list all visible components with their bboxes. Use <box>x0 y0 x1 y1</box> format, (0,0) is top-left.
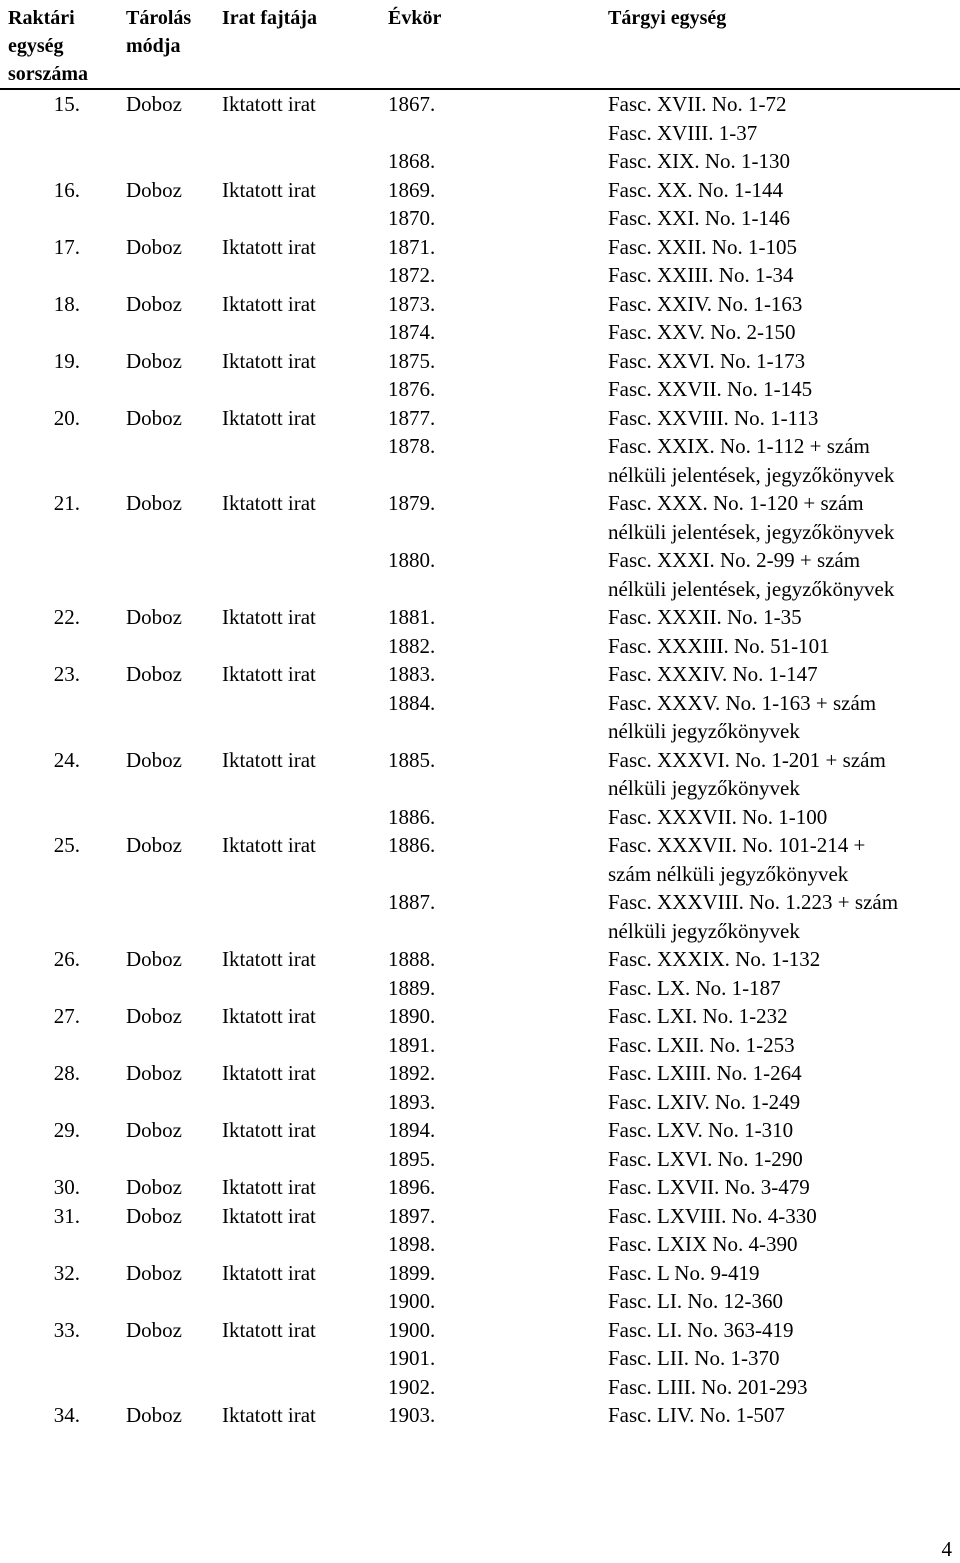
table-row <box>0 404 960 433</box>
targyi-egyseg-line: Fasc. XVIII. 1-37 <box>608 120 758 145</box>
raktari-sorszam: 17. <box>53 234 80 259</box>
evkor: 1870. <box>388 206 436 230</box>
targyi-egyseg-line: Fasc. LIV. No. 1-507 <box>608 1403 785 1427</box>
targyi-egyseg <box>608 1259 960 1288</box>
targyi-egyseg-line: Fasc. LI. No. 12-360 <box>608 1289 783 1313</box>
table-row <box>0 90 960 147</box>
table-row <box>0 1031 960 1060</box>
table-row <box>0 261 960 290</box>
targyi-egyseg <box>608 974 960 1003</box>
tarolas-modja: Doboz <box>126 348 182 373</box>
irat-fajtaja: Iktatott irat <box>222 947 316 971</box>
evkor: 1886. <box>388 804 436 829</box>
raktari-sorszam: 25. <box>53 833 80 857</box>
evkor: 1899. <box>388 1260 436 1285</box>
targyi-egyseg <box>608 233 960 262</box>
targyi-egyseg-line: Fasc. XXII. No. 1-105 <box>608 234 797 259</box>
targyi-egyseg <box>608 1202 960 1231</box>
raktari-sorszam: 21. <box>53 491 80 515</box>
header-evkor: Évkör <box>388 7 442 29</box>
targyi-egyseg-line: Fasc. LX. No. 1-187 <box>608 975 781 1000</box>
targyi-egyseg-line: Fasc. L No. 9-419 <box>608 1260 760 1285</box>
targyi-egyseg-line: Fasc. LI. No. 363-419 <box>608 1317 794 1342</box>
evkor: 1891. <box>388 1032 436 1057</box>
table-row <box>0 974 960 1003</box>
evkor: 1874. <box>388 320 436 344</box>
table-row <box>0 1316 960 1345</box>
table-row <box>0 1002 960 1031</box>
targyi-egyseg-line: Fasc. LIII. No. 201-293 <box>608 1374 808 1399</box>
tarolas-modja: Doboz <box>126 1118 182 1142</box>
targyi-egyseg-line: Fasc. XXXVI. No. 1-201 + szám <box>608 747 886 772</box>
tarolas-modja: Doboz <box>126 662 182 686</box>
header-line: egység <box>8 35 64 57</box>
evkor: 1867. <box>388 92 436 116</box>
targyi-egyseg <box>608 90 960 147</box>
targyi-egyseg <box>608 888 960 945</box>
page-number: 4 <box>941 1537 952 1561</box>
targyi-egyseg <box>608 375 960 404</box>
raktari-sorszam: 29. <box>53 1118 80 1142</box>
table-row <box>0 1202 960 1231</box>
raktari-sorszam: 34. <box>53 1403 80 1427</box>
targyi-egyseg-line: Fasc. LXII. No. 1-253 <box>608 1032 795 1057</box>
irat-fajtaja: Iktatott irat <box>222 1260 316 1285</box>
table-row <box>0 831 960 888</box>
targyi-egyseg <box>608 831 960 888</box>
targyi-egyseg-line: Fasc. LXVI. No. 1-290 <box>608 1146 803 1171</box>
evkor: 1897. <box>388 1203 436 1228</box>
targyi-egyseg-line: Fasc. XIX. No. 1-130 <box>608 149 790 173</box>
targyi-egyseg-line: Fasc. XXXII. No. 1-35 <box>608 605 802 629</box>
raktari-sorszam: 16. <box>53 177 80 202</box>
table-header <box>0 4 960 90</box>
evkor: 1878. <box>388 434 436 458</box>
targyi-egyseg-line: nélküli jegyzőkönyvek <box>608 719 800 743</box>
targyi-egyseg-line: Fasc. XXXVII. No. 1-100 <box>608 804 828 829</box>
targyi-egyseg <box>608 1230 960 1259</box>
table-row <box>0 432 960 489</box>
targyi-egyseg <box>608 1316 960 1345</box>
targyi-egyseg-line: Fasc. LXV. No. 1-310 <box>608 1118 794 1142</box>
targyi-egyseg <box>608 746 960 803</box>
irat-fajtaja: Iktatott irat <box>222 662 316 686</box>
targyi-egyseg <box>608 1373 960 1402</box>
targyi-egyseg <box>608 1059 960 1088</box>
irat-fajtaja: Iktatott irat <box>222 1118 316 1142</box>
targyi-egyseg-line: Fasc. XXXV. No. 1-163 + szám <box>608 690 877 715</box>
targyi-egyseg-line: nélküli jelentések, jegyzőkönyvek <box>608 576 895 601</box>
targyi-egyseg-line: Fasc. XX. No. 1-144 <box>608 177 783 202</box>
targyi-egyseg-line: nélküli jegyzőkönyvek <box>608 776 800 800</box>
targyi-egyseg <box>608 803 960 832</box>
irat-fajtaja: Iktatott irat <box>222 1061 316 1085</box>
targyi-egyseg-line: Fasc. XXVIII. No. 1-113 <box>608 405 819 430</box>
header-targyi-egyseg: Tárgyi egység <box>608 7 727 29</box>
targyi-egyseg-line: Fasc. LXVIII. No. 4-330 <box>608 1203 817 1228</box>
header-line: Raktári <box>8 7 75 29</box>
tarolas-modja: Doboz <box>126 947 182 971</box>
evkor: 1879. <box>388 491 436 515</box>
targyi-egyseg <box>608 290 960 319</box>
targyi-egyseg-line: Fasc. XXXIV. No. 1-147 <box>608 662 818 686</box>
table-row <box>0 233 960 262</box>
targyi-egyseg <box>608 546 960 603</box>
evkor: 1875. <box>388 348 436 373</box>
raktari-sorszam: 26. <box>53 947 80 971</box>
targyi-egyseg <box>608 1344 960 1373</box>
irat-fajtaja: Iktatott irat <box>222 833 316 857</box>
targyi-egyseg-line: Fasc. XXX. No. 1-120 + szám <box>608 491 864 515</box>
targyi-egyseg-line: Fasc. LXI. No. 1-232 <box>608 1004 788 1028</box>
evkor: 1900. <box>388 1317 436 1342</box>
raktari-sorszam: 30. <box>53 1175 80 1199</box>
tarolas-modja: Doboz <box>126 234 182 259</box>
evkor: 1896. <box>388 1175 436 1199</box>
table-row <box>0 1373 960 1402</box>
header-tarolas-modja <box>126 4 191 60</box>
targyi-egyseg <box>608 318 960 347</box>
evkor: 1902. <box>388 1374 436 1399</box>
tarolas-modja: Doboz <box>126 1175 182 1199</box>
raktari-sorszam: 32. <box>53 1260 80 1285</box>
raktari-sorszam: 22. <box>53 605 80 629</box>
tarolas-modja: Doboz <box>126 1061 182 1085</box>
targyi-egyseg <box>608 945 960 974</box>
irat-fajtaja: Iktatott irat <box>222 405 316 430</box>
raktari-sorszam: 19. <box>53 348 80 373</box>
irat-fajtaja: Iktatott irat <box>222 1175 316 1199</box>
evkor: 1889. <box>388 975 436 1000</box>
evkor: 1881. <box>388 605 436 629</box>
tarolas-modja: Doboz <box>126 605 182 629</box>
targyi-egyseg <box>608 603 960 632</box>
raktari-sorszam: 31. <box>53 1203 80 1228</box>
tarolas-modja: Doboz <box>126 92 182 116</box>
tarolas-modja: Doboz <box>126 177 182 202</box>
evkor: 1883. <box>388 662 436 686</box>
evkor: 1885. <box>388 747 436 772</box>
irat-fajtaja: Iktatott irat <box>222 234 316 259</box>
raktari-sorszam: 33. <box>53 1317 80 1342</box>
targyi-egyseg-line: Fasc. XXXVIII. No. 1.223 + szám <box>608 890 899 914</box>
evkor: 1872. <box>388 263 436 287</box>
header-irat-fajtaja: Irat fajtája <box>222 7 317 29</box>
table-row <box>0 546 960 603</box>
evkor: 1895. <box>388 1146 436 1171</box>
targyi-egyseg-line: Fasc. XXI. No. 1-146 <box>608 206 790 230</box>
evkor: 1892. <box>388 1061 436 1085</box>
evkor: 1871. <box>388 234 436 259</box>
irat-fajtaja: Iktatott irat <box>222 747 316 772</box>
targyi-egyseg <box>608 489 960 546</box>
targyi-egyseg-line: Fasc. XXVII. No. 1-145 <box>608 377 813 401</box>
targyi-egyseg-line: Fasc. XXXI. No. 2-99 + szám <box>608 548 861 572</box>
table-row <box>0 888 960 945</box>
targyi-egyseg <box>608 660 960 689</box>
targyi-egyseg <box>608 176 960 205</box>
table-row <box>0 1116 960 1145</box>
table-row <box>0 746 960 803</box>
table-row <box>0 1173 960 1202</box>
table-row <box>0 1259 960 1288</box>
tarolas-modja: Doboz <box>126 833 182 857</box>
table-row <box>0 176 960 205</box>
table-body <box>0 90 960 1430</box>
table-row <box>0 318 960 347</box>
tarolas-modja: Doboz <box>126 1004 182 1028</box>
irat-fajtaja: Iktatott irat <box>222 291 316 316</box>
irat-fajtaja: Iktatott irat <box>222 1203 316 1228</box>
raktari-sorszam: 27. <box>53 1004 80 1028</box>
targyi-egyseg <box>608 1173 960 1202</box>
tarolas-modja: Doboz <box>126 1403 182 1427</box>
header-line: sorszáma <box>8 63 88 85</box>
irat-fajtaja: Iktatott irat <box>222 177 316 202</box>
targyi-egyseg <box>608 204 960 233</box>
evkor: 1894. <box>388 1118 436 1142</box>
targyi-egyseg-line: Fasc. LXVII. No. 3-479 <box>608 1175 810 1199</box>
evkor: 1886. <box>388 833 436 857</box>
raktari-sorszam: 28. <box>53 1061 80 1085</box>
targyi-egyseg <box>608 1287 960 1316</box>
targyi-egyseg <box>608 1002 960 1031</box>
targyi-egyseg-line: Fasc. XXXVII. No. 101-214 + <box>608 833 866 857</box>
evkor: 1890. <box>388 1004 436 1028</box>
targyi-egyseg-line: Fasc. XXXIX. No. 1-132 <box>608 947 821 971</box>
targyi-egyseg-line: Fasc. XXV. No. 2-150 <box>608 320 796 344</box>
table-row <box>0 1287 960 1316</box>
targyi-egyseg <box>608 1145 960 1174</box>
evkor: 1880. <box>388 548 436 572</box>
evkor: 1903. <box>388 1403 436 1427</box>
raktari-sorszam: 18. <box>53 291 80 316</box>
targyi-egyseg-line: Fasc. XXXIII. No. 51-101 <box>608 633 830 658</box>
targyi-egyseg-line: Fasc. LXIX No. 4-390 <box>608 1232 798 1256</box>
raktari-sorszam: 23. <box>53 662 80 686</box>
irat-fajtaja: Iktatott irat <box>222 1403 316 1427</box>
targyi-egyseg <box>608 1116 960 1145</box>
evkor: 1887. <box>388 890 436 914</box>
tarolas-modja: Doboz <box>126 491 182 515</box>
targyi-egyseg <box>608 432 960 489</box>
irat-fajtaja: Iktatott irat <box>222 1317 316 1342</box>
raktari-sorszam: 24. <box>53 747 80 772</box>
evkor: 1876. <box>388 377 436 401</box>
raktari-sorszam: 15. <box>53 92 80 116</box>
evkor: 1900. <box>388 1289 436 1313</box>
targyi-egyseg <box>608 689 960 746</box>
table-row <box>0 1059 960 1088</box>
tarolas-modja: Doboz <box>126 747 182 772</box>
targyi-egyseg-line: Fasc. LXIV. No. 1-249 <box>608 1089 801 1114</box>
evkor: 1898. <box>388 1232 436 1256</box>
targyi-egyseg <box>608 1088 960 1117</box>
targyi-egyseg-line: Fasc. XXVI. No. 1-173 <box>608 348 806 373</box>
table-row <box>0 603 960 632</box>
evkor: 1893. <box>388 1089 436 1114</box>
irat-fajtaja: Iktatott irat <box>222 1004 316 1028</box>
table-row <box>0 1088 960 1117</box>
evkor: 1888. <box>388 947 436 971</box>
targyi-egyseg <box>608 1031 960 1060</box>
evkor: 1873. <box>388 291 436 316</box>
targyi-egyseg-line: Fasc. XXIV. No. 1-163 <box>608 291 803 316</box>
table-row <box>0 1145 960 1174</box>
table-row <box>0 347 960 376</box>
targyi-egyseg <box>608 347 960 376</box>
table-row <box>0 803 960 832</box>
table-row <box>0 689 960 746</box>
targyi-egyseg <box>608 147 960 176</box>
evkor: 1868. <box>388 149 436 173</box>
table-row <box>0 204 960 233</box>
table-row <box>0 1344 960 1373</box>
targyi-egyseg-line: Fasc. XXIII. No. 1-34 <box>608 263 794 287</box>
tarolas-modja: Doboz <box>126 1260 182 1285</box>
targyi-egyseg-line: Fasc. XXIX. No. 1-112 + szám <box>608 434 870 458</box>
targyi-egyseg <box>608 632 960 661</box>
tarolas-modja: Doboz <box>126 1317 182 1342</box>
tarolas-modja: Doboz <box>126 1203 182 1228</box>
targyi-egyseg-line: Fasc. LXIII. No. 1-264 <box>608 1061 802 1085</box>
evkor: 1882. <box>388 633 436 658</box>
targyi-egyseg-line: nélküli jegyzőkönyvek <box>608 918 800 943</box>
table-row <box>0 489 960 546</box>
targyi-egyseg <box>608 261 960 290</box>
irat-fajtaja: Iktatott irat <box>222 92 316 116</box>
table-row <box>0 632 960 661</box>
table-row <box>0 375 960 404</box>
evkor: 1884. <box>388 690 436 715</box>
header-line: Tárolás <box>126 7 192 29</box>
irat-fajtaja: Iktatott irat <box>222 348 316 373</box>
tarolas-modja: Doboz <box>126 291 182 316</box>
table-row <box>0 945 960 974</box>
targyi-egyseg-line: nélküli jelentések, jegyzőkönyvek <box>608 519 895 544</box>
table-row <box>0 290 960 319</box>
targyi-egyseg-line: Fasc. XVII. No. 1-72 <box>608 92 787 116</box>
targyi-egyseg <box>608 1401 960 1430</box>
targyi-egyseg-line: nélküli jelentések, jegyzőkönyvek <box>608 462 895 487</box>
targyi-egyseg <box>608 404 960 433</box>
table-row <box>0 1230 960 1259</box>
table-row <box>0 147 960 176</box>
evkor: 1869. <box>388 177 436 202</box>
evkor: 1901. <box>388 1346 436 1370</box>
table-row <box>0 1401 960 1430</box>
irat-fajtaja: Iktatott irat <box>222 491 316 515</box>
targyi-egyseg-line: szám nélküli jegyzőkönyvek <box>608 861 849 886</box>
header-line: módja <box>126 35 181 57</box>
header-raktari-egyseg-sorszama <box>8 4 88 88</box>
irat-fajtaja: Iktatott irat <box>222 605 316 629</box>
raktari-sorszam: 20. <box>53 405 80 430</box>
table-row <box>0 660 960 689</box>
targyi-egyseg-line: Fasc. LII. No. 1-370 <box>608 1346 780 1370</box>
evkor: 1877. <box>388 405 436 430</box>
tarolas-modja: Doboz <box>126 405 182 430</box>
